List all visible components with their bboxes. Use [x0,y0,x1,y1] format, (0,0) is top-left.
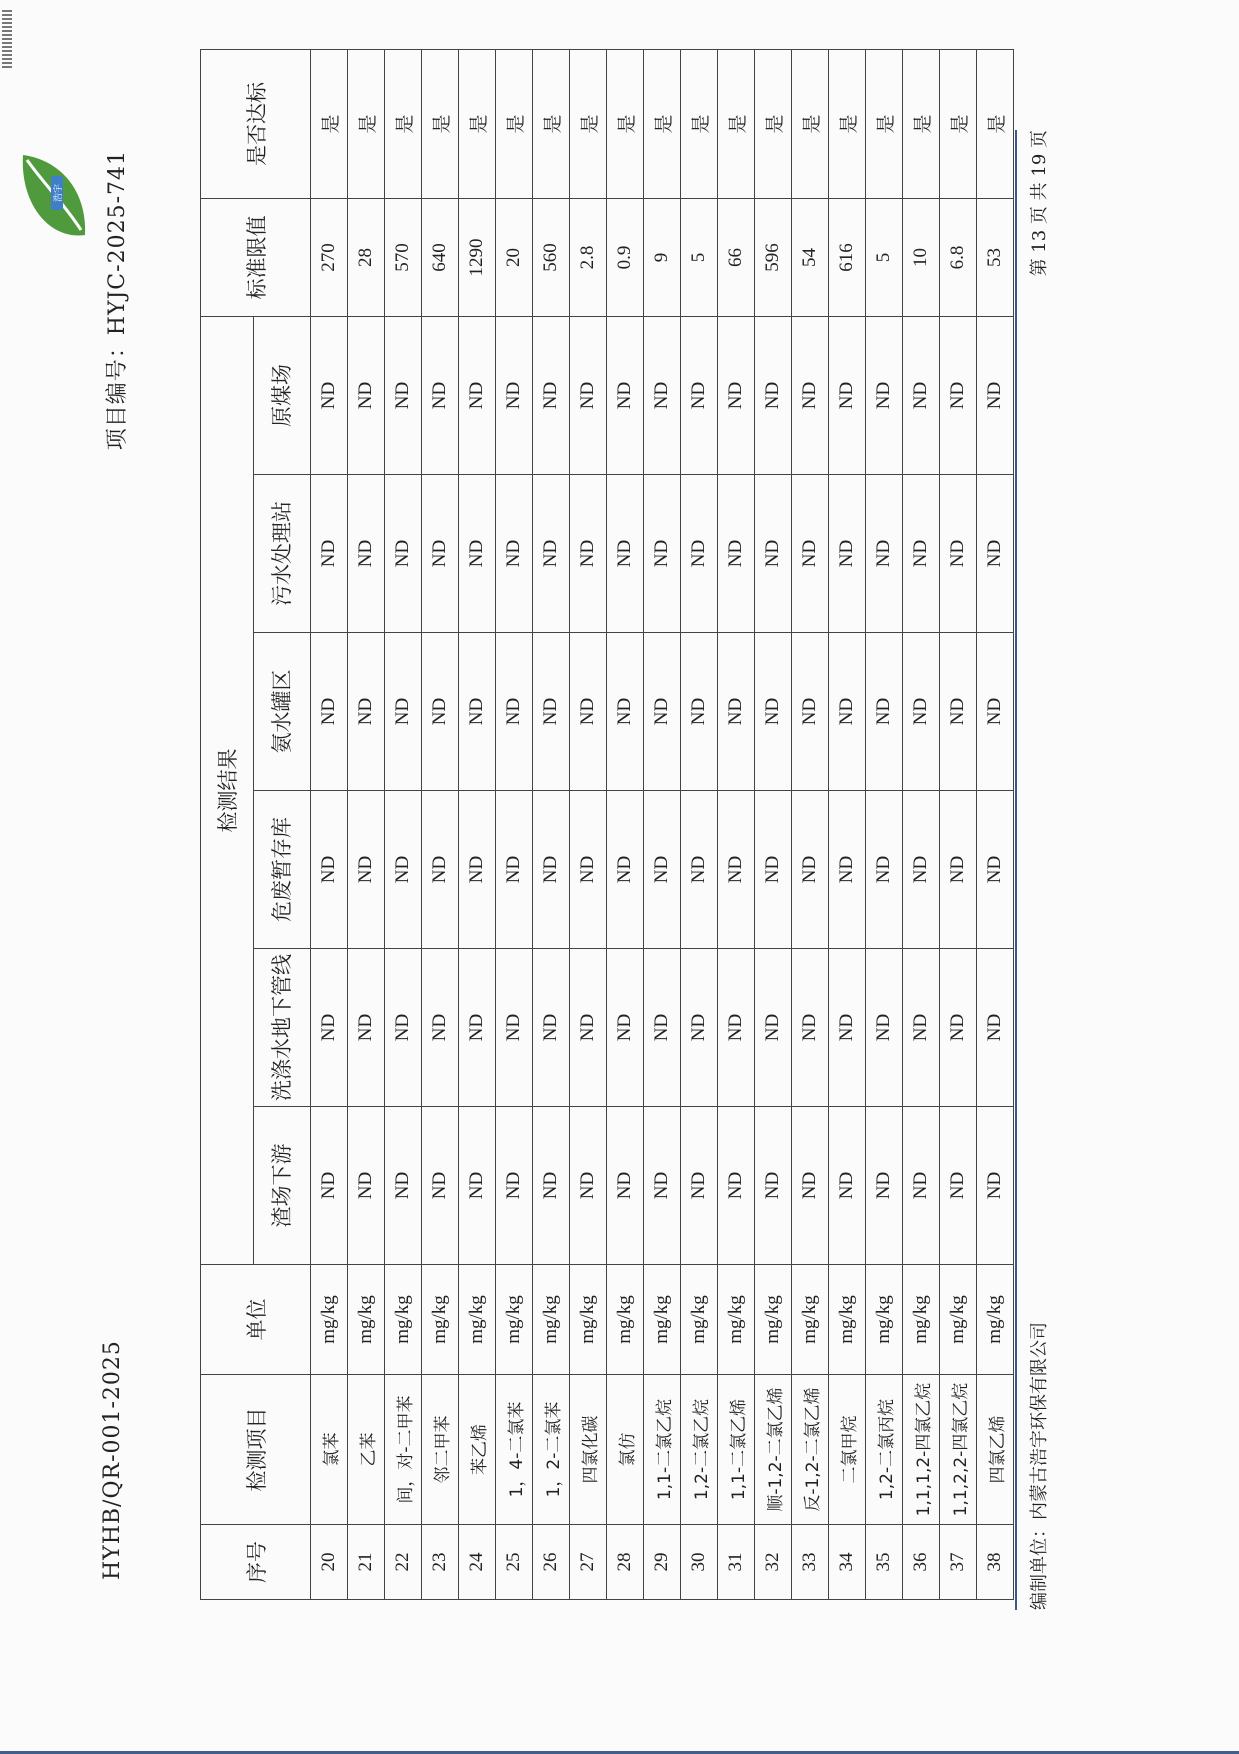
seq-cell: 32 [755,1525,792,1600]
result-cell: ND [644,1107,681,1265]
result-cell: ND [866,316,903,474]
seq-cell: 36 [903,1525,940,1600]
unit-cell: mg/kg [681,1265,718,1375]
compliant-cell: 是 [644,49,681,198]
unit-cell: mg/kg [385,1265,422,1375]
table-row [866,49,903,1599]
seq-cell: 25 [496,1525,533,1600]
item-cell: 1,2-二氯丙烷 [866,1375,903,1525]
footer-divider [1015,130,1017,1610]
limit-cell: 6.8 [940,198,977,316]
result-cell: ND [903,791,940,949]
table-row [533,49,570,1599]
result-cell: ND [755,791,792,949]
header-location: 污水处理站 [254,475,311,633]
result-cell: ND [496,475,533,633]
result-cell: ND [829,949,866,1107]
result-cell: ND [866,791,903,949]
item-cell: 1，4-二氯苯 [496,1375,533,1525]
limit-cell: 640 [422,198,459,316]
table-row [459,49,496,1599]
result-cell: ND [718,633,755,791]
result-cell: ND [792,1107,829,1265]
result-cell: ND [792,791,829,949]
seq-cell: 26 [533,1525,570,1600]
result-cell: ND [385,949,422,1107]
compliant-cell: 是 [866,49,903,198]
result-cell: ND [940,633,977,791]
compliant-cell: 是 [977,49,1014,198]
rotated-report-sheet [54,81,1130,1610]
result-cell: ND [348,949,385,1107]
result-cell: ND [755,949,792,1107]
result-cell: ND [718,1107,755,1265]
unit-cell: mg/kg [570,1265,607,1375]
limit-cell: 270 [311,198,348,316]
result-cell: ND [866,475,903,633]
compliant-cell: 是 [718,49,755,198]
item-cell: 二氯甲烷 [829,1375,866,1525]
result-cell: ND [644,475,681,633]
compliant-cell: 是 [422,49,459,198]
result-cell: ND [348,1107,385,1265]
unit-cell: mg/kg [422,1265,459,1375]
seq-cell: 30 [681,1525,718,1600]
result-cell: ND [718,791,755,949]
result-cell: ND [718,949,755,1107]
seq-cell: 27 [570,1525,607,1600]
table-row [755,49,792,1599]
result-cell: ND [607,949,644,1107]
result-cell: ND [422,949,459,1107]
header-results: 检测结果 [201,316,254,1264]
result-cell: ND [422,475,459,633]
scan-margin-mark [2,10,12,70]
limit-cell: 20 [496,198,533,316]
result-cell: ND [607,1107,644,1265]
header-limit: 标准限值 [201,198,311,316]
unit-cell: mg/kg [940,1265,977,1375]
result-cell: ND [977,1107,1014,1265]
result-cell: ND [977,949,1014,1107]
compliant-cell: 是 [903,49,940,198]
unit-cell: mg/kg [644,1265,681,1375]
result-cell: ND [311,1107,348,1265]
compliant-cell: 是 [496,49,533,198]
seq-cell: 31 [718,1525,755,1600]
result-cell: ND [422,791,459,949]
result-cell: ND [644,633,681,791]
unit-cell: mg/kg [459,1265,496,1375]
limit-cell: 570 [385,198,422,316]
result-cell: ND [311,316,348,474]
item-cell: 间，对-二甲苯 [385,1375,422,1525]
item-cell: 氯苯 [311,1375,348,1525]
limit-cell: 9 [644,198,681,316]
limit-cell: 54 [792,198,829,316]
table-row [385,49,422,1599]
item-cell: 1,1,1,2-四氯乙烷 [903,1375,940,1525]
result-cell: ND [385,633,422,791]
result-cell: ND [570,949,607,1107]
limit-cell: 66 [718,198,755,316]
result-cell: ND [940,1107,977,1265]
result-cell: ND [903,633,940,791]
result-cell: ND [533,475,570,633]
result-cell: ND [533,316,570,474]
result-cell: ND [977,633,1014,791]
unit-cell: mg/kg [348,1265,385,1375]
header-location: 氨水罐区 [254,633,311,791]
company-logo-icon [15,140,95,250]
table-row [681,49,718,1599]
item-cell: 乙苯 [348,1375,385,1525]
result-cell: ND [311,633,348,791]
result-cell: ND [792,475,829,633]
limit-cell: 616 [829,198,866,316]
limit-cell: 5 [866,198,903,316]
limit-cell: 560 [533,198,570,316]
result-cell: ND [940,316,977,474]
result-cell: ND [459,949,496,1107]
result-cell: ND [681,633,718,791]
result-cell: ND [385,475,422,633]
unit-cell: mg/kg [718,1265,755,1375]
result-cell: ND [940,475,977,633]
item-cell: 邻二甲苯 [422,1375,459,1525]
result-cell: ND [607,633,644,791]
result-cell: ND [792,316,829,474]
limit-cell: 28 [348,198,385,316]
table-row [422,49,459,1599]
seq-cell: 23 [422,1525,459,1600]
result-cell: ND [533,633,570,791]
project-number: 项目编号：HYJC-2025-741 [105,150,130,451]
result-cell: ND [681,949,718,1107]
limit-cell: 0.9 [607,198,644,316]
footer-page-number: 第 13 页 共 19 页 [1029,130,1050,277]
header-seq: 序号 [201,1525,311,1600]
result-cell: ND [755,316,792,474]
item-cell: 四氯化碳 [570,1375,607,1525]
result-cell: ND [644,949,681,1107]
result-cell: ND [940,791,977,949]
result-cell: ND [348,791,385,949]
table-row [607,49,644,1599]
result-cell: ND [940,949,977,1107]
limit-cell: 1290 [459,198,496,316]
result-cell: ND [866,949,903,1107]
seq-cell: 29 [644,1525,681,1600]
table-row [977,49,1014,1599]
result-cell: ND [385,1107,422,1265]
compliant-cell: 是 [459,49,496,198]
unit-cell: mg/kg [866,1265,903,1375]
limit-cell: 5 [681,198,718,316]
seq-cell: 38 [977,1525,1014,1600]
header-item: 检测项目 [201,1375,311,1525]
result-cell: ND [570,316,607,474]
unit-cell: mg/kg [903,1265,940,1375]
seq-cell: 21 [348,1525,385,1600]
result-cell: ND [459,1107,496,1265]
result-cell: ND [422,316,459,474]
result-cell: ND [644,316,681,474]
result-cell: ND [311,949,348,1107]
result-cell: ND [311,791,348,949]
result-cell: ND [533,791,570,949]
unit-cell: mg/kg [755,1265,792,1375]
result-cell: ND [570,1107,607,1265]
item-cell: 氯仿 [607,1375,644,1525]
table-row [903,49,940,1599]
result-cell: ND [533,1107,570,1265]
seq-cell: 28 [607,1525,644,1600]
seq-cell: 35 [866,1525,903,1600]
table-row [348,49,385,1599]
table-row [718,49,755,1599]
limit-cell: 2.8 [570,198,607,316]
result-cell: ND [422,633,459,791]
result-cell: ND [496,1107,533,1265]
result-cell: ND [644,791,681,949]
result-cell: ND [496,791,533,949]
header-location: 危废暂存库 [254,791,311,949]
result-cell: ND [903,475,940,633]
result-cell: ND [792,633,829,791]
result-cell: ND [829,1107,866,1265]
result-cell: ND [681,475,718,633]
seq-cell: 22 [385,1525,422,1600]
unit-cell: mg/kg [311,1265,348,1375]
result-cell: ND [459,791,496,949]
seq-cell: 34 [829,1525,866,1600]
item-cell: 1,1-二氯乙烯 [718,1375,755,1525]
result-cell: ND [496,316,533,474]
item-cell: 1，2-二氯苯 [533,1375,570,1525]
logo-label: 浩宇 [54,183,64,203]
limit-cell: 53 [977,198,1014,316]
table-row [940,49,977,1599]
result-cell: ND [903,316,940,474]
compliant-cell: 是 [311,49,348,198]
soil-test-results-table [200,49,1014,1600]
result-cell: ND [607,316,644,474]
result-cell: ND [422,1107,459,1265]
document-code: HYHB/QR-001-2025 [100,1340,125,1580]
result-cell: ND [496,949,533,1107]
compliant-cell: 是 [681,49,718,198]
item-cell: 四氯乙烯 [977,1375,1014,1525]
unit-cell: mg/kg [607,1265,644,1375]
item-cell: 顺-1,2-二氯乙烯 [755,1375,792,1525]
table-row [829,49,866,1599]
result-cell: ND [681,791,718,949]
result-cell: ND [570,475,607,633]
result-cell: ND [348,633,385,791]
item-cell: 反-1,2-二氯乙烯 [792,1375,829,1525]
table-row [644,49,681,1599]
result-cell: ND [496,633,533,791]
seq-cell: 33 [792,1525,829,1600]
result-cell: ND [681,316,718,474]
table-row [496,49,533,1599]
result-cell: ND [755,1107,792,1265]
header-location: 渣场下游 [254,1107,311,1265]
result-cell: ND [348,475,385,633]
result-cell: ND [977,316,1014,474]
result-cell: ND [903,1107,940,1265]
result-cell: ND [607,475,644,633]
compliant-cell: 是 [348,49,385,198]
result-cell: ND [459,316,496,474]
result-cell: ND [866,633,903,791]
unit-cell: mg/kg [533,1265,570,1375]
result-cell: ND [459,633,496,791]
compliant-cell: 是 [533,49,570,198]
result-cell: ND [829,791,866,949]
header-location: 原煤场 [254,316,311,474]
item-cell: 苯乙烯 [459,1375,496,1525]
result-cell: ND [903,949,940,1107]
result-cell: ND [607,791,644,949]
footer-organization: 编制单位：内蒙古浩宇环保有限公司 [1029,1322,1050,1610]
result-cell: ND [829,316,866,474]
compliant-cell: 是 [755,49,792,198]
table-row [792,49,829,1599]
result-cell: ND [570,791,607,949]
result-cell: ND [866,1107,903,1265]
result-cell: ND [570,633,607,791]
table-body [311,49,1014,1599]
compliant-cell: 是 [607,49,644,198]
result-cell: ND [977,475,1014,633]
result-cell: ND [459,475,496,633]
item-cell: 1,2-二氯乙烷 [681,1375,718,1525]
limit-cell: 10 [903,198,940,316]
table-row [570,49,607,1599]
unit-cell: mg/kg [977,1265,1014,1375]
unit-cell: mg/kg [496,1265,533,1375]
result-cell: ND [977,791,1014,949]
result-cell: ND [311,475,348,633]
unit-cell: mg/kg [792,1265,829,1375]
header-location: 洗涤水地下管线 [254,949,311,1107]
result-cell: ND [385,316,422,474]
item-cell: 1,1-二氯乙烷 [644,1375,681,1525]
result-cell: ND [829,475,866,633]
result-cell: ND [755,633,792,791]
result-cell: ND [755,475,792,633]
unit-cell: mg/kg [829,1265,866,1375]
table-row [311,49,348,1599]
limit-cell: 596 [755,198,792,316]
seq-cell: 20 [311,1525,348,1600]
result-cell: ND [348,316,385,474]
compliant-cell: 是 [829,49,866,198]
result-cell: ND [533,949,570,1107]
compliant-cell: 是 [385,49,422,198]
result-cell: ND [792,949,829,1107]
result-cell: ND [829,633,866,791]
result-cell: ND [718,475,755,633]
header-unit: 单位 [201,1265,311,1375]
result-cell: ND [385,791,422,949]
compliant-cell: 是 [570,49,607,198]
header-compliant: 是否达标 [201,49,311,198]
item-cell: 1,1,2,2-四氯乙烷 [940,1375,977,1525]
result-cell: ND [718,316,755,474]
result-cell: ND [681,1107,718,1265]
seq-cell: 37 [940,1525,977,1600]
compliant-cell: 是 [792,49,829,198]
seq-cell: 24 [459,1525,496,1600]
compliant-cell: 是 [940,49,977,198]
